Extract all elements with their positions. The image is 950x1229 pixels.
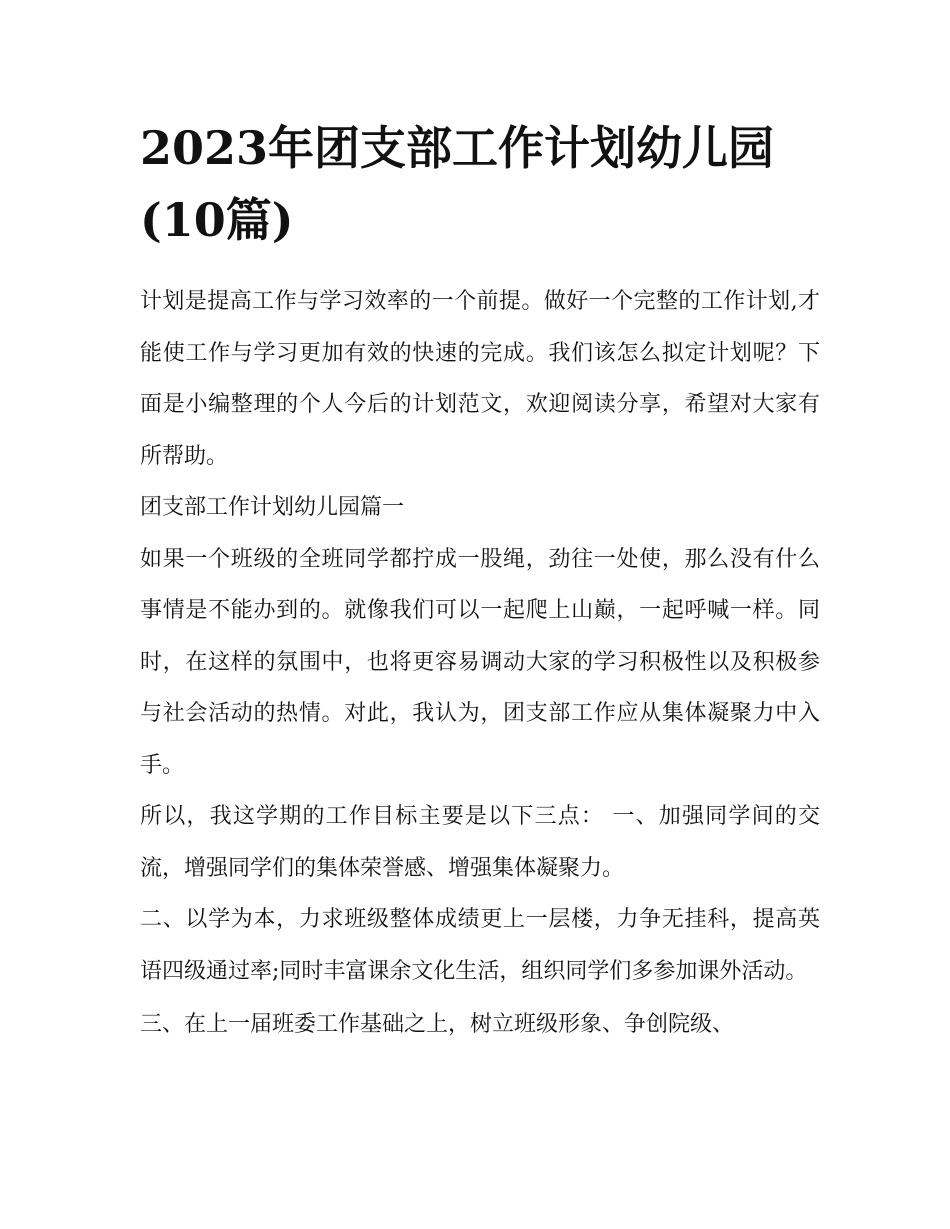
section-heading: 团支部工作计划幼儿园篇一 <box>140 495 405 520</box>
paragraph: 如果一个班级的全班同学都拧成一股绳，劲往一处使，那么没有什么事情是不能办到的。就像我们可以一起爬上山巅，一起呼喊一样。同时，在这样的氛围中，也将更容易调动大家的学习积极性以及积极参与社会活动的热情。对此，我认为，团支部工作应从集体凝聚力中入手。 <box>140 546 820 778</box>
paragraph: 二、以学为本，力求班级整体成绩更上一层楼，力争无挂科，提高英语四级通过率;同时丰富课余文化生活，组织同学们多参加课外活动。 <box>140 907 820 984</box>
paragraph-intro: 计划是提高工作与学习效率的一个前提。做好一个完整的工作计划,才能使工作与学习更加有效的快速的完成。我们该怎么拟定计划呢？下面是小编整理的个人今后的计划范文，欢迎阅读分享，希望对大家有所帮助。 <box>140 289 820 469</box>
document-body <box>140 276 820 1051</box>
paragraph: 三、在上一届班委工作基础之上，树立班级形象、争创院级、 <box>140 1012 735 1037</box>
document-title: 2023年团支部工作计划幼儿园(10篇) <box>140 121 775 247</box>
paragraph: 所以，我这学期的工作目标主要是以下三点： 一、加强同学间的交流，增强同学们的集体荣誉感、增强集体凝聚力。 <box>140 804 820 881</box>
